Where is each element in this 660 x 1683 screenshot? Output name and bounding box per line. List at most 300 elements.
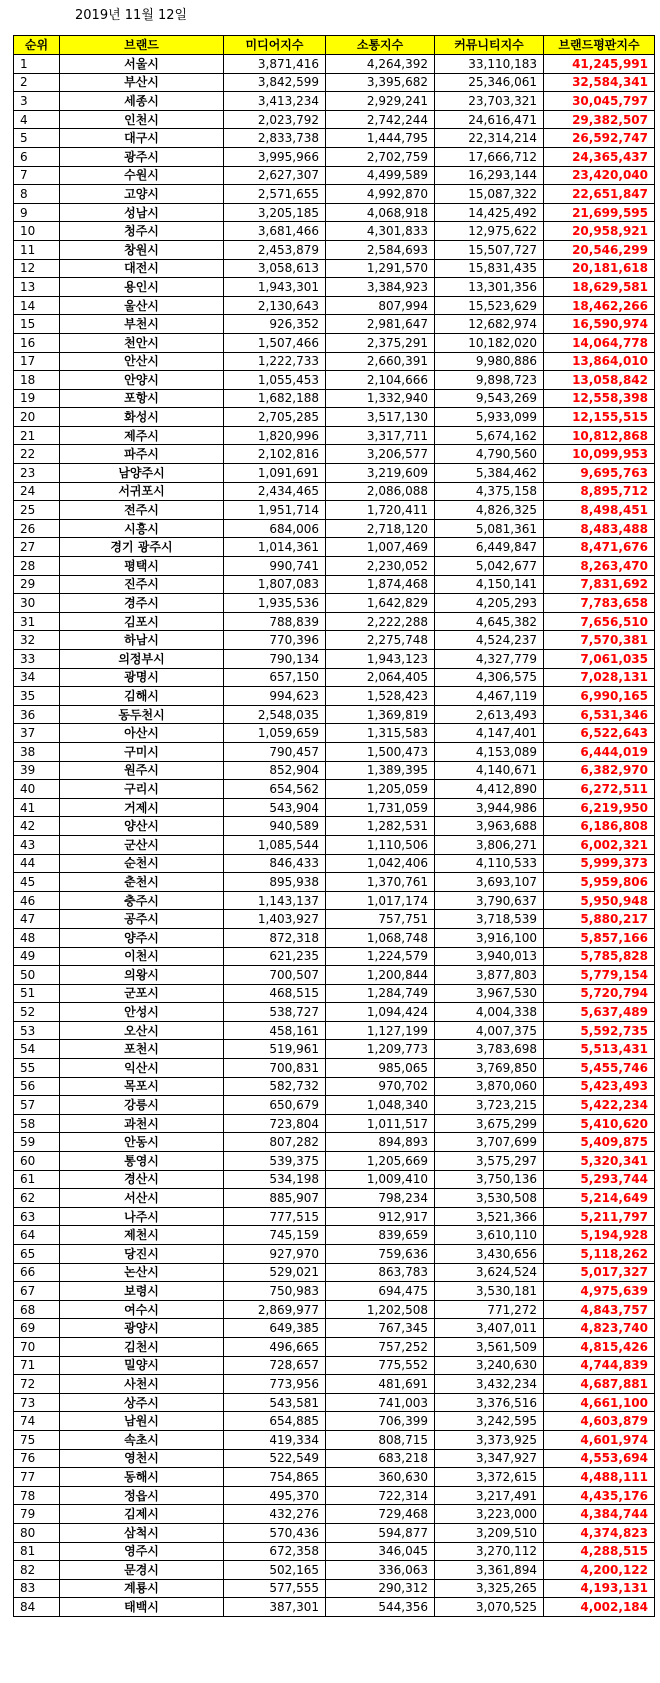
cell-media-index: 807,282	[224, 1133, 326, 1152]
cell-media-index: 458,161	[224, 1021, 326, 1040]
cell-brand: 김천시	[60, 1337, 224, 1356]
cell-community-index: 6,449,847	[435, 538, 544, 557]
cell-rank: 66	[14, 1263, 60, 1282]
cell-communication-index: 4,264,392	[326, 55, 435, 74]
table-row	[14, 742, 655, 761]
cell-community-index: 3,723,215	[435, 1096, 544, 1115]
cell-community-index: 3,916,100	[435, 928, 544, 947]
table-row	[14, 147, 655, 166]
cell-communication-index: 1,943,123	[326, 650, 435, 669]
cell-rank: 39	[14, 761, 60, 780]
cell-communication-index: 336,063	[326, 1561, 435, 1580]
cell-community-index: 3,675,299	[435, 1114, 544, 1133]
table-row	[14, 575, 655, 594]
cell-media-index: 419,334	[224, 1430, 326, 1449]
cell-communication-index: 1,011,517	[326, 1114, 435, 1133]
table-row	[14, 352, 655, 371]
cell-brand: 경주시	[60, 594, 224, 613]
cell-rank: 38	[14, 742, 60, 761]
cell-media-index: 1,951,714	[224, 501, 326, 520]
cell-communication-index: 2,222,288	[326, 612, 435, 631]
cell-rank: 1	[14, 55, 60, 74]
table-row	[14, 1337, 655, 1356]
cell-community-index: 3,707,699	[435, 1133, 544, 1152]
cell-community-index: 4,790,560	[435, 445, 544, 464]
cell-brand: 남양주시	[60, 464, 224, 483]
cell-community-index: 3,270,112	[435, 1542, 544, 1561]
cell-rank: 12	[14, 259, 60, 278]
cell-media-index: 2,023,792	[224, 110, 326, 129]
cell-rank: 68	[14, 1300, 60, 1319]
table-row	[14, 1505, 655, 1524]
cell-media-index: 728,657	[224, 1356, 326, 1375]
header-brand: 브랜드	[60, 36, 224, 55]
cell-communication-index: 970,702	[326, 1077, 435, 1096]
cell-community-index: 3,430,656	[435, 1245, 544, 1264]
cell-brand: 영주시	[60, 1542, 224, 1561]
cell-media-index: 502,165	[224, 1561, 326, 1580]
cell-community-index: 33,110,183	[435, 55, 544, 74]
cell-brand: 문경시	[60, 1561, 224, 1580]
cell-rank: 25	[14, 501, 60, 520]
cell-media-index: 2,434,465	[224, 482, 326, 501]
cell-communication-index: 1,224,579	[326, 947, 435, 966]
cell-brand: 안동시	[60, 1133, 224, 1152]
cell-media-index: 650,679	[224, 1096, 326, 1115]
cell-community-index: 3,967,530	[435, 984, 544, 1003]
cell-communication-index: 1,369,819	[326, 705, 435, 724]
table-row	[14, 110, 655, 129]
cell-rank: 35	[14, 687, 60, 706]
cell-communication-index: 1,332,940	[326, 389, 435, 408]
cell-media-index: 1,059,659	[224, 724, 326, 743]
cell-community-index: 15,507,727	[435, 240, 544, 259]
cell-brand: 광명시	[60, 668, 224, 687]
cell-rank: 34	[14, 668, 60, 687]
cell-community-index: 24,616,471	[435, 110, 544, 129]
table-row	[14, 1468, 655, 1487]
table-row	[14, 1170, 655, 1189]
cell-communication-index: 1,205,059	[326, 780, 435, 799]
cell-brand: 안양시	[60, 371, 224, 390]
cell-community-index: 3,963,688	[435, 817, 544, 836]
cell-communication-index: 1,127,199	[326, 1021, 435, 1040]
cell-rank: 76	[14, 1449, 60, 1468]
table-row	[14, 1021, 655, 1040]
table-row	[14, 1152, 655, 1171]
cell-rank: 45	[14, 873, 60, 892]
table-row	[14, 1263, 655, 1282]
cell-brand-reputation-index: 20,958,921	[544, 222, 655, 241]
cell-community-index: 3,325,265	[435, 1579, 544, 1598]
cell-brand: 부천시	[60, 315, 224, 334]
cell-communication-index: 2,702,759	[326, 147, 435, 166]
cell-rank: 9	[14, 203, 60, 222]
cell-brand-reputation-index: 5,410,620	[544, 1114, 655, 1133]
cell-rank: 80	[14, 1523, 60, 1542]
cell-brand: 평택시	[60, 557, 224, 576]
cell-media-index: 2,571,655	[224, 185, 326, 204]
cell-media-index: 700,831	[224, 1059, 326, 1078]
table-row	[14, 296, 655, 315]
cell-communication-index: 1,282,531	[326, 817, 435, 836]
cell-community-index: 3,750,136	[435, 1170, 544, 1189]
cell-rank: 73	[14, 1393, 60, 1412]
cell-community-index: 4,007,375	[435, 1021, 544, 1040]
cell-community-index: 15,523,629	[435, 296, 544, 315]
cell-media-index: 1,085,544	[224, 835, 326, 854]
cell-rank: 5	[14, 129, 60, 148]
table-row	[14, 1226, 655, 1245]
brand-reputation-table	[13, 35, 655, 1617]
cell-media-index: 2,102,816	[224, 445, 326, 464]
cell-community-index: 3,530,508	[435, 1189, 544, 1208]
cell-brand-reputation-index: 26,592,747	[544, 129, 655, 148]
cell-media-index: 926,352	[224, 315, 326, 334]
cell-media-index: 3,871,416	[224, 55, 326, 74]
cell-community-index: 4,153,089	[435, 742, 544, 761]
cell-rank: 58	[14, 1114, 60, 1133]
cell-rank: 18	[14, 371, 60, 390]
cell-brand-reputation-index: 4,601,974	[544, 1430, 655, 1449]
cell-media-index: 994,623	[224, 687, 326, 706]
cell-brand-reputation-index: 4,488,111	[544, 1468, 655, 1487]
cell-communication-index: 1,528,423	[326, 687, 435, 706]
cell-rank: 32	[14, 631, 60, 650]
table-row	[14, 129, 655, 148]
table-row	[14, 891, 655, 910]
table-row	[14, 371, 655, 390]
cell-community-index: 12,682,974	[435, 315, 544, 334]
cell-brand: 구미시	[60, 742, 224, 761]
cell-rank: 57	[14, 1096, 60, 1115]
cell-brand: 영천시	[60, 1449, 224, 1468]
cell-brand-reputation-index: 12,155,515	[544, 408, 655, 427]
cell-brand: 여수시	[60, 1300, 224, 1319]
cell-brand-reputation-index: 29,382,507	[544, 110, 655, 129]
cell-brand: 순천시	[60, 854, 224, 873]
cell-community-index: 3,223,000	[435, 1505, 544, 1524]
cell-brand: 이천시	[60, 947, 224, 966]
cell-community-index: 5,081,361	[435, 519, 544, 538]
cell-brand-reputation-index: 4,815,426	[544, 1337, 655, 1356]
cell-brand: 과천시	[60, 1114, 224, 1133]
table-row	[14, 724, 655, 743]
cell-brand-reputation-index: 7,831,692	[544, 575, 655, 594]
cell-rank: 75	[14, 1430, 60, 1449]
table-row	[14, 426, 655, 445]
cell-media-index: 577,555	[224, 1579, 326, 1598]
cell-brand-reputation-index: 21,699,595	[544, 203, 655, 222]
cell-brand-reputation-index: 4,002,184	[544, 1598, 655, 1617]
table-row	[14, 389, 655, 408]
cell-brand: 통영시	[60, 1152, 224, 1171]
cell-rank: 8	[14, 185, 60, 204]
cell-rank: 17	[14, 352, 60, 371]
cell-rank: 26	[14, 519, 60, 538]
cell-rank: 43	[14, 835, 60, 854]
cell-rank: 22	[14, 445, 60, 464]
cell-communication-index: 346,045	[326, 1542, 435, 1561]
cell-rank: 64	[14, 1226, 60, 1245]
cell-rank: 54	[14, 1040, 60, 1059]
cell-community-index: 15,087,322	[435, 185, 544, 204]
cell-brand-reputation-index: 10,099,953	[544, 445, 655, 464]
cell-media-index: 1,935,536	[224, 594, 326, 613]
cell-media-index: 657,150	[224, 668, 326, 687]
cell-rank: 63	[14, 1207, 60, 1226]
cell-brand: 보령시	[60, 1282, 224, 1301]
cell-community-index: 5,042,677	[435, 557, 544, 576]
cell-media-index: 723,804	[224, 1114, 326, 1133]
cell-brand-reputation-index: 23,420,040	[544, 166, 655, 185]
table-row	[14, 1133, 655, 1152]
cell-brand-reputation-index: 10,812,868	[544, 426, 655, 445]
cell-media-index: 387,301	[224, 1598, 326, 1617]
cell-media-index: 3,842,599	[224, 73, 326, 92]
cell-brand: 울산시	[60, 296, 224, 315]
cell-communication-index: 1,291,570	[326, 259, 435, 278]
cell-brand-reputation-index: 4,374,823	[544, 1523, 655, 1542]
table-row	[14, 910, 655, 929]
cell-brand-reputation-index: 8,471,676	[544, 538, 655, 557]
cell-brand-reputation-index: 13,864,010	[544, 352, 655, 371]
cell-media-index: 2,833,738	[224, 129, 326, 148]
table-row	[14, 1375, 655, 1394]
cell-communication-index: 544,356	[326, 1598, 435, 1617]
cell-community-index: 3,217,491	[435, 1486, 544, 1505]
cell-communication-index: 1,200,844	[326, 966, 435, 985]
header-communication-index: 소통지수	[326, 36, 435, 55]
table-row	[14, 1059, 655, 1078]
table-row	[14, 1412, 655, 1431]
table-row	[14, 947, 655, 966]
cell-brand: 안산시	[60, 352, 224, 371]
cell-brand-reputation-index: 6,219,950	[544, 798, 655, 817]
cell-brand: 동두천시	[60, 705, 224, 724]
cell-community-index: 4,110,533	[435, 854, 544, 873]
cell-media-index: 2,130,643	[224, 296, 326, 315]
cell-communication-index: 1,094,424	[326, 1003, 435, 1022]
cell-media-index: 654,562	[224, 780, 326, 799]
cell-brand-reputation-index: 5,118,262	[544, 1245, 655, 1264]
cell-communication-index: 894,893	[326, 1133, 435, 1152]
cell-rank: 29	[14, 575, 60, 594]
cell-brand: 대구시	[60, 129, 224, 148]
cell-community-index: 2,613,493	[435, 705, 544, 724]
cell-brand: 안성시	[60, 1003, 224, 1022]
cell-communication-index: 1,110,506	[326, 835, 435, 854]
cell-brand: 삼척시	[60, 1523, 224, 1542]
cell-brand: 강릉시	[60, 1096, 224, 1115]
cell-rank: 52	[14, 1003, 60, 1022]
cell-brand: 논산시	[60, 1263, 224, 1282]
table-row	[14, 240, 655, 259]
cell-brand-reputation-index: 22,651,847	[544, 185, 655, 204]
cell-community-index: 3,347,927	[435, 1449, 544, 1468]
cell-communication-index: 1,720,411	[326, 501, 435, 520]
cell-community-index: 3,432,234	[435, 1375, 544, 1394]
cell-media-index: 1,091,691	[224, 464, 326, 483]
table-row	[14, 966, 655, 985]
cell-brand: 수원시	[60, 166, 224, 185]
cell-media-index: 543,581	[224, 1393, 326, 1412]
cell-brand: 용인시	[60, 278, 224, 297]
cell-brand: 목포시	[60, 1077, 224, 1096]
cell-brand-reputation-index: 5,214,649	[544, 1189, 655, 1208]
cell-communication-index: 481,691	[326, 1375, 435, 1394]
table-row	[14, 445, 655, 464]
cell-brand-reputation-index: 6,186,808	[544, 817, 655, 836]
cell-brand-reputation-index: 7,570,381	[544, 631, 655, 650]
cell-rank: 62	[14, 1189, 60, 1208]
cell-communication-index: 2,584,693	[326, 240, 435, 259]
cell-media-index: 522,549	[224, 1449, 326, 1468]
cell-media-index: 3,681,466	[224, 222, 326, 241]
cell-rank: 3	[14, 92, 60, 111]
cell-brand-reputation-index: 4,843,757	[544, 1300, 655, 1319]
cell-community-index: 3,624,524	[435, 1263, 544, 1282]
cell-brand: 하남시	[60, 631, 224, 650]
cell-communication-index: 1,007,469	[326, 538, 435, 557]
cell-media-index: 1,222,733	[224, 352, 326, 371]
cell-brand: 양주시	[60, 928, 224, 947]
header-community-index: 커뮤니티지수	[435, 36, 544, 55]
table-row	[14, 1561, 655, 1580]
cell-brand: 서산시	[60, 1189, 224, 1208]
cell-brand-reputation-index: 4,603,879	[544, 1412, 655, 1431]
cell-media-index: 852,904	[224, 761, 326, 780]
cell-brand-reputation-index: 4,200,122	[544, 1561, 655, 1580]
cell-communication-index: 3,219,609	[326, 464, 435, 483]
cell-brand-reputation-index: 20,181,618	[544, 259, 655, 278]
cell-brand-reputation-index: 5,211,797	[544, 1207, 655, 1226]
cell-rank: 24	[14, 482, 60, 501]
cell-brand: 제주시	[60, 426, 224, 445]
table-row	[14, 1449, 655, 1468]
cell-media-index: 872,318	[224, 928, 326, 947]
cell-communication-index: 290,312	[326, 1579, 435, 1598]
cell-community-index: 12,975,622	[435, 222, 544, 241]
cell-community-index: 3,877,803	[435, 966, 544, 985]
cell-rank: 74	[14, 1412, 60, 1431]
cell-media-index: 990,741	[224, 557, 326, 576]
cell-communication-index: 1,205,669	[326, 1152, 435, 1171]
cell-brand: 광양시	[60, 1319, 224, 1338]
cell-rank: 31	[14, 612, 60, 631]
cell-brand: 시흥시	[60, 519, 224, 538]
cell-brand: 의왕시	[60, 966, 224, 985]
cell-community-index: 3,693,107	[435, 873, 544, 892]
cell-communication-index: 767,345	[326, 1319, 435, 1338]
cell-brand: 익산시	[60, 1059, 224, 1078]
cell-brand-reputation-index: 7,783,658	[544, 594, 655, 613]
cell-communication-index: 1,209,773	[326, 1040, 435, 1059]
cell-brand-reputation-index: 6,272,511	[544, 780, 655, 799]
cell-brand-reputation-index: 5,194,928	[544, 1226, 655, 1245]
table-row	[14, 408, 655, 427]
cell-media-index: 684,006	[224, 519, 326, 538]
cell-rank: 37	[14, 724, 60, 743]
cell-rank: 27	[14, 538, 60, 557]
cell-community-index: 771,272	[435, 1300, 544, 1319]
cell-communication-index: 1,874,468	[326, 575, 435, 594]
cell-brand: 나주시	[60, 1207, 224, 1226]
table-row	[14, 1319, 655, 1338]
cell-community-index: 4,645,382	[435, 612, 544, 631]
cell-brand: 양산시	[60, 817, 224, 836]
cell-media-index: 773,956	[224, 1375, 326, 1394]
table-row	[14, 1077, 655, 1096]
cell-media-index: 2,869,977	[224, 1300, 326, 1319]
cell-community-index: 4,375,158	[435, 482, 544, 501]
cell-community-index: 3,769,850	[435, 1059, 544, 1078]
cell-media-index: 539,375	[224, 1152, 326, 1171]
cell-community-index: 4,826,325	[435, 501, 544, 520]
cell-communication-index: 4,499,589	[326, 166, 435, 185]
cell-community-index: 5,384,462	[435, 464, 544, 483]
cell-media-index: 538,727	[224, 1003, 326, 1022]
cell-brand-reputation-index: 4,661,100	[544, 1393, 655, 1412]
cell-brand-reputation-index: 5,785,828	[544, 947, 655, 966]
table-row	[14, 705, 655, 724]
cell-brand-reputation-index: 4,435,176	[544, 1486, 655, 1505]
table-row	[14, 203, 655, 222]
table-row	[14, 1040, 655, 1059]
cell-brand-reputation-index: 5,592,735	[544, 1021, 655, 1040]
table-row	[14, 761, 655, 780]
cell-media-index: 2,627,307	[224, 166, 326, 185]
cell-communication-index: 741,003	[326, 1393, 435, 1412]
cell-communication-index: 1,642,829	[326, 594, 435, 613]
cell-brand-reputation-index: 18,462,266	[544, 296, 655, 315]
cell-brand: 전주시	[60, 501, 224, 520]
cell-community-index: 3,783,698	[435, 1040, 544, 1059]
cell-community-index: 9,543,269	[435, 389, 544, 408]
cell-communication-index: 360,630	[326, 1468, 435, 1487]
cell-brand: 광주시	[60, 147, 224, 166]
cell-community-index: 4,467,119	[435, 687, 544, 706]
cell-media-index: 570,436	[224, 1523, 326, 1542]
cell-community-index: 25,346,061	[435, 73, 544, 92]
cell-communication-index: 807,994	[326, 296, 435, 315]
cell-media-index: 1,820,996	[224, 426, 326, 445]
cell-communication-index: 912,917	[326, 1207, 435, 1226]
cell-rank: 70	[14, 1337, 60, 1356]
cell-rank: 49	[14, 947, 60, 966]
cell-community-index: 4,412,890	[435, 780, 544, 799]
cell-brand-reputation-index: 6,002,321	[544, 835, 655, 854]
cell-community-index: 3,070,525	[435, 1598, 544, 1617]
cell-community-index: 23,703,321	[435, 92, 544, 111]
cell-communication-index: 1,444,795	[326, 129, 435, 148]
cell-brand: 천안시	[60, 333, 224, 352]
cell-brand-reputation-index: 4,553,694	[544, 1449, 655, 1468]
cell-brand-reputation-index: 4,975,639	[544, 1282, 655, 1301]
cell-community-index: 9,898,723	[435, 371, 544, 390]
table-row	[14, 1114, 655, 1133]
cell-brand-reputation-index: 5,999,373	[544, 854, 655, 873]
cell-rank: 51	[14, 984, 60, 1003]
cell-brand-reputation-index: 8,483,488	[544, 519, 655, 538]
cell-media-index: 1,055,453	[224, 371, 326, 390]
cell-media-index: 582,732	[224, 1077, 326, 1096]
cell-rank: 78	[14, 1486, 60, 1505]
cell-brand-reputation-index: 9,695,763	[544, 464, 655, 483]
cell-rank: 16	[14, 333, 60, 352]
cell-brand-reputation-index: 30,045,797	[544, 92, 655, 111]
table-row	[14, 594, 655, 613]
